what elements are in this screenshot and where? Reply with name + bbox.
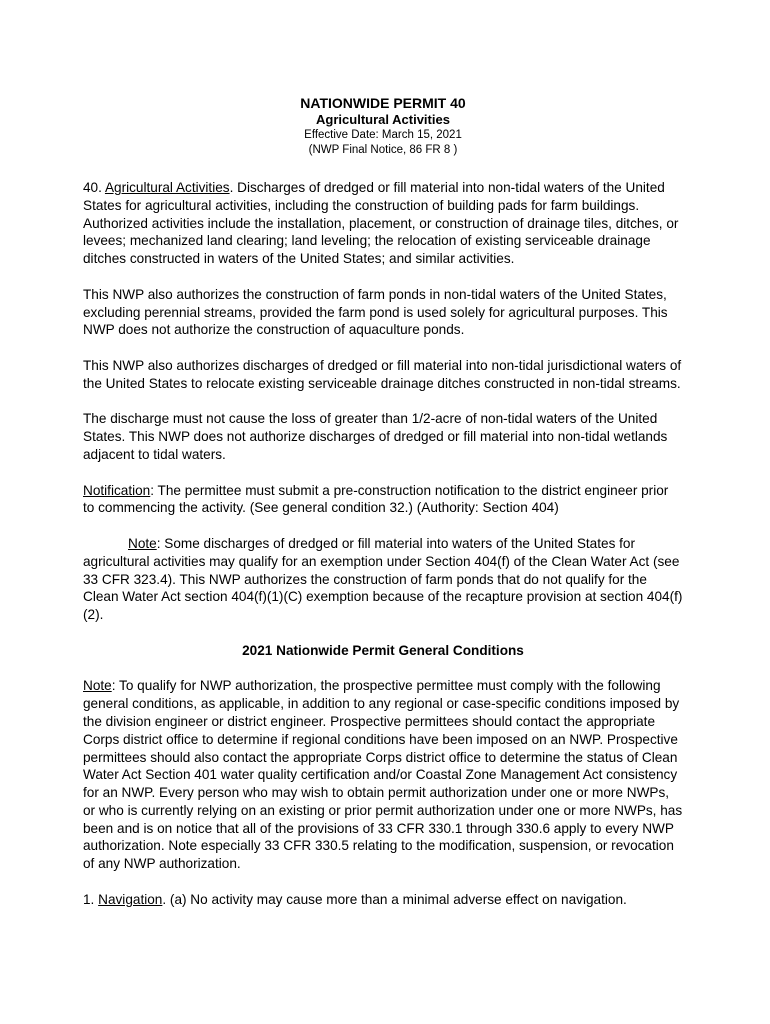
notice-reference: (NWP Final Notice, 86 FR 8 ) bbox=[308, 144, 458, 156]
paragraph-agricultural-activities bbox=[83, 179, 683, 268]
notification-term: Notification bbox=[83, 482, 151, 498]
document-body bbox=[83, 179, 683, 909]
notification-text: : The permittee must submit a pre-construction notification to the district engineer prior to commencing the activity. (See general condition 32.) (Authority: Section 404) bbox=[83, 482, 669, 516]
paragraph-number: 40. bbox=[83, 180, 105, 195]
paragraph-farm-ponds: This NWP also authorizes the construction of farm ponds in non-tidal waters of the United States, excluding perennial streams, provided the farm pond is used solely for agricultural purposes. This NWP does not authorize the construction of aquaculture ponds. bbox=[83, 286, 668, 338]
note-text: : Some discharges of dredged or fill material into waters of the United States for agricultural activities may qualify for an exemption under Section 404(f) of the Clean Water Act (see 33 CFR 323.4). This NWP authorizes the construction of farm ponds that do not qualify for the Clean Water Act section 404(f)(1)(C) exemption because of the recapture provision at section 404(f)(2). bbox=[83, 535, 683, 623]
paragraph-drainage-ditches: This NWP also authorizes discharges of dredged or fill material into non-tidal jurisdictional waters of the United States to relocate existing serviceable drainage ditches constructed in non-tidal streams. bbox=[83, 357, 682, 391]
paragraph-text: . Discharges of dredged or fill material into non-tidal waters of the United States for agricultural activities, including the construction of building pads for farm buildings. Authorized activities include the installation, placement, or construction of drainage tiles, ditches, or levees; mechanized land clearing; land leveling; the relocation of existing serviceable drainage ditches constructed in waters of the United States; and similar activities. bbox=[83, 180, 679, 267]
paragraph-notification bbox=[83, 482, 683, 518]
paragraph-note-qualify bbox=[83, 677, 683, 873]
condition-number: 1. bbox=[83, 891, 99, 907]
note-text: : To qualify for NWP authorization, the prospective permittee must comply with the following general conditions, as applicable, in addition to any regional or case-specific conditions imposed by the division engineer or district engineer. Prospective permittees should contact the appropriate Corps district office to determine if regional conditions have been imposed on an NWP. Prospective permittees should also contact the appropriate Corps district office to determine the status of Clean Water Act Section 401 water quality certification and/or Coastal Zone Management Act consistency for an NWP. Every person who may wish to obtain permit authorization under one or more NWPs, or who is currently relying on an existing or prior permit authorization under one or more NWPs, has been and is on notice that all of the provisions of 33 CFR 330.1 through 330.6 apply to every NWP authorization. Note especially 33 CFR 330.5 relating to the modification, suspension, or revocation of any NWP authorization. bbox=[83, 678, 683, 872]
note-term: Note bbox=[128, 535, 157, 551]
paragraph-note-exemption bbox=[83, 535, 683, 624]
general-conditions-heading: 2021 Nationwide Permit General Conditions bbox=[242, 642, 524, 658]
paragraph-discharge-limit: The discharge must not cause the loss of greater than 1/2-acre of non-tidal waters of the United States. This NWP does not authorize discharges of dredged or fill material into non-tidal wetlands adjacent to tidal waters. bbox=[83, 411, 668, 462]
note-term: Note bbox=[83, 678, 112, 694]
paragraph-term: Agricultural Activities bbox=[104, 180, 230, 195]
permit-subtitle: Agricultural Activities bbox=[316, 112, 450, 127]
condition-term: Navigation bbox=[98, 891, 163, 907]
document-header bbox=[83, 95, 683, 158]
effective-date: Effective Date: March 15, 2021 bbox=[304, 129, 462, 141]
paragraph-navigation bbox=[83, 891, 683, 909]
condition-text: . (a) No activity may cause more than a minimal adverse effect on navigation. bbox=[162, 891, 627, 907]
permit-title: NATIONWIDE PERMIT 40 bbox=[300, 95, 466, 111]
